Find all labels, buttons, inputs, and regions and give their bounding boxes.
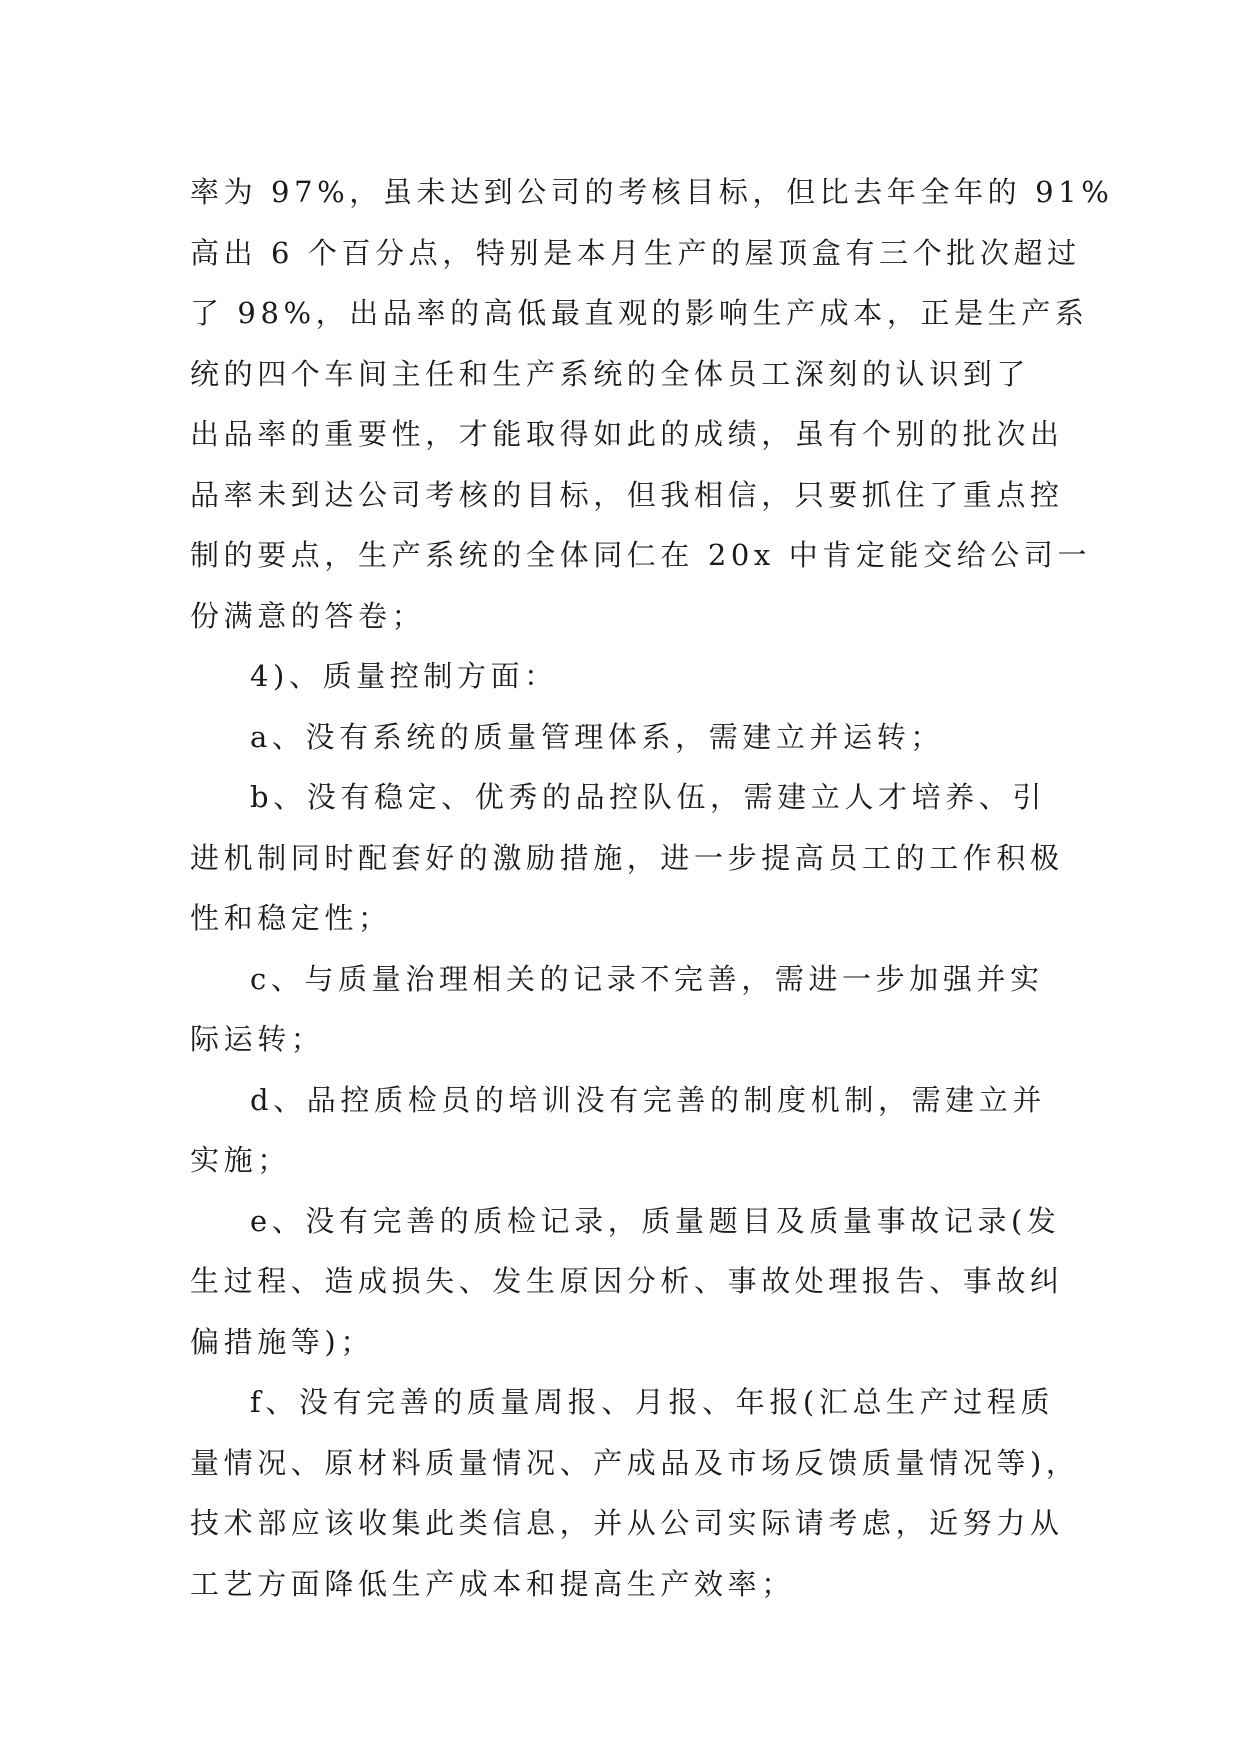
text-line: 进机制同时配套好的激励措施，进一步提高员工的工作积极 xyxy=(190,840,1064,875)
text-line: 出品率的重要性，才能取得如此的成绩，虽有个别的批次出 xyxy=(190,417,1064,451)
text-line: 品率未到达公司考核的目标，但我相信，只要抓住了重点控 xyxy=(190,477,1064,512)
text-line: 性和稳定性； xyxy=(190,901,392,935)
text-line: 统的四个车间主任和生产系统的全体员工深刻的认识到了 xyxy=(190,356,1031,391)
text-line: 了 98%，出品率的高低最直观的影响生产成本，正是生产系 xyxy=(190,296,1089,330)
list-item-c: c、与质量治理相关的记录不完善，需进一步加强并实 xyxy=(250,961,1044,996)
list-item-e: e、没有完善的质检记录，质量题目及质量事故记录(发 xyxy=(250,1203,1061,1238)
section-heading: 4)、质量控制方面： xyxy=(250,659,558,693)
list-item-d: d、品控质检员的培训没有完善的制度机制，需建立并 xyxy=(250,1082,1046,1117)
text-line: 工艺方面降低生产成本和提高生产效率； xyxy=(190,1566,795,1601)
text-line: 高出 6 个百分点，特别是本月生产的屋顶盒有三个批次超过 xyxy=(190,235,1081,270)
text-line: 率为 97%，虽未达到公司的考核目标，但比去年全年的 91% xyxy=(190,175,1114,209)
document-body xyxy=(190,162,1114,1614)
text-line: 技术部应该收集此类信息，并从公司实际请考虑，近努力从 xyxy=(190,1506,1064,1540)
text-line: 生过程、造成损失、发生原因分析、事故处理报告、事故纠 xyxy=(190,1264,1064,1298)
list-item-b: b、没有稳定、优秀的品控队伍，需建立人才培养、引 xyxy=(250,780,1046,814)
text-line: 际运转； xyxy=(190,1022,325,1056)
text-line: 制的要点，生产系统的全体同仁在 20x 中肯定能交给公司一 xyxy=(190,538,1092,572)
text-line: 实施； xyxy=(190,1143,291,1177)
text-line: 偏措施等)； xyxy=(190,1324,374,1359)
text-line: 份满意的答卷； xyxy=(190,598,426,633)
list-item-f: f、没有完善的质量周报、月报、年报(汇总生产过程质 xyxy=(250,1385,1055,1419)
text-line: 量情况、原材料质量情况、产成品及市场反馈质量情况等)， xyxy=(190,1445,1080,1480)
list-item-a: a、没有系统的质量管理体系，需建立并运转； xyxy=(250,719,944,754)
